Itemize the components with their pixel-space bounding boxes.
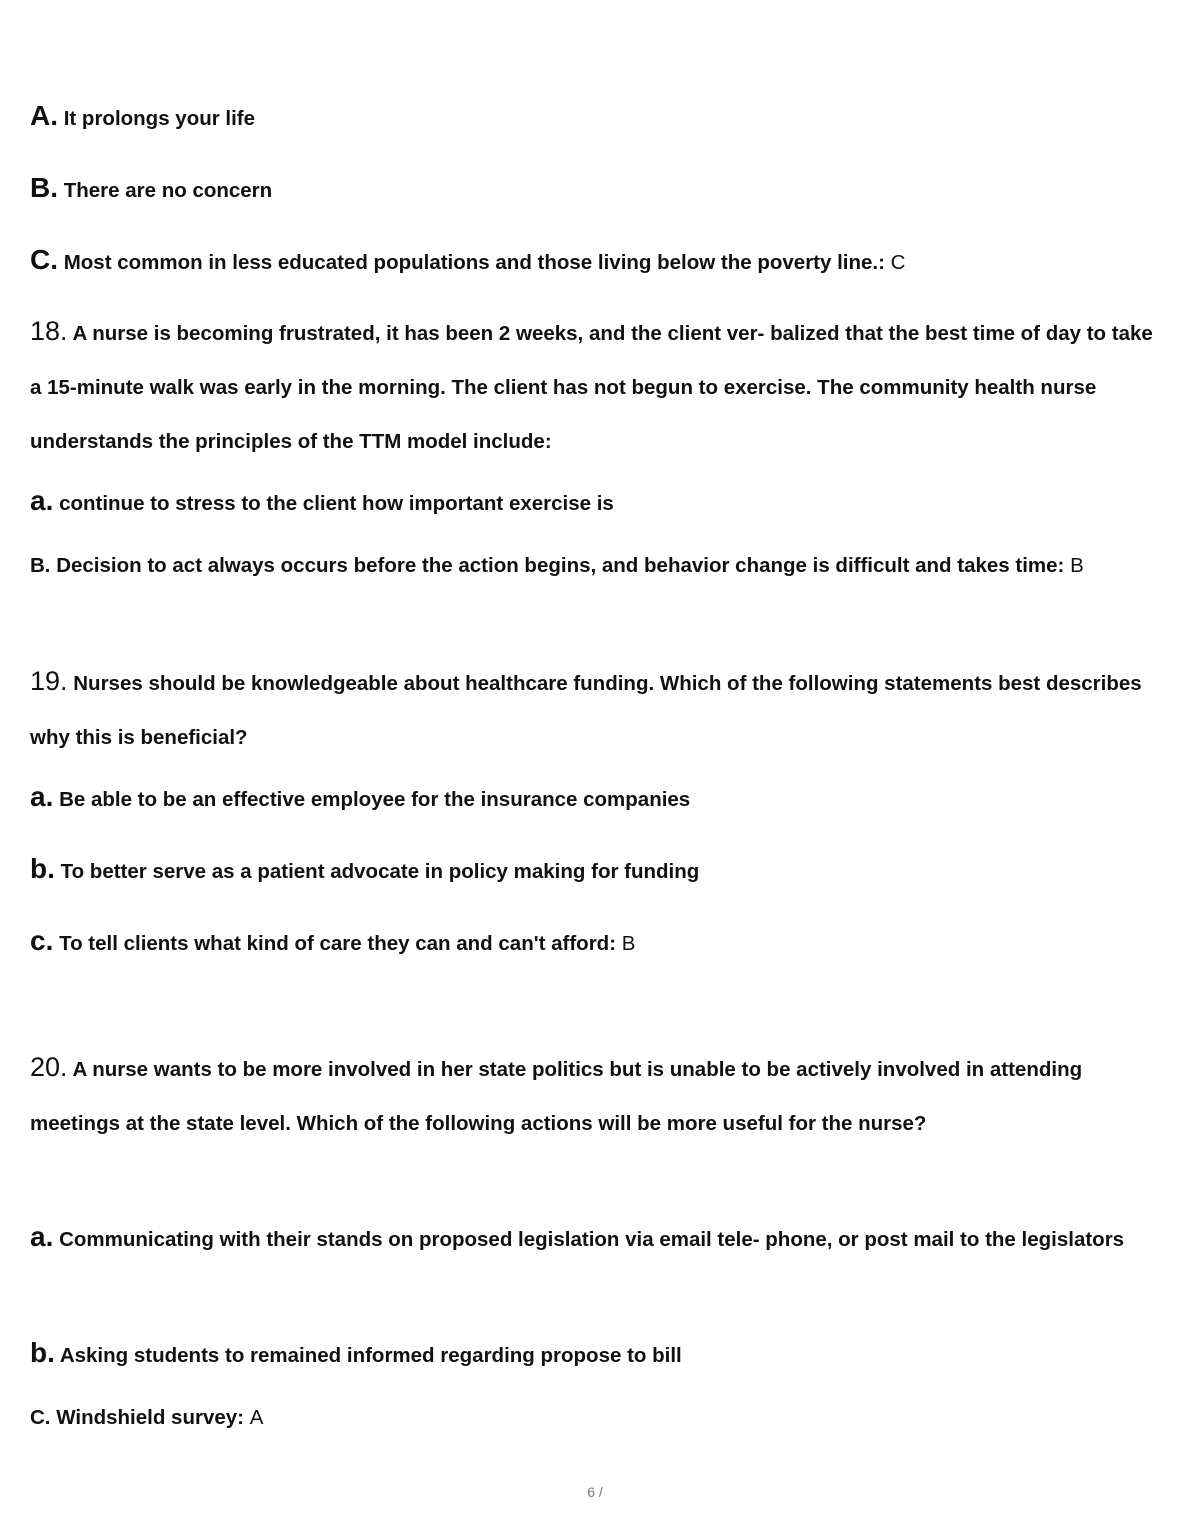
option-a <box>30 89 1155 146</box>
option-label: C. <box>30 1406 51 1429</box>
option-text: Decision to act always occurs before the action begins, and behavior change is difficult and takes time: <box>56 554 1065 577</box>
option-text: There are no concern <box>63 179 273 202</box>
option-label: a. <box>30 1221 54 1252</box>
question-text: Nurses should be knowledgeable about healthcare funding. Which of the following statements best describes why this is beneficial? <box>30 672 1142 749</box>
question-number: 20. <box>30 1052 68 1082</box>
question-19 <box>30 654 1155 765</box>
answer: B <box>1070 554 1084 577</box>
option-b <box>30 842 1155 899</box>
answer: B <box>621 932 636 955</box>
option-c <box>30 914 1155 971</box>
option-a <box>30 474 1155 531</box>
option-label: C. <box>30 244 58 275</box>
answer: A <box>249 1406 264 1429</box>
option-label: c. <box>30 925 54 956</box>
option-label: B. <box>30 554 51 577</box>
question-text: A nurse wants to be more involved in her state politics but is unable to be actively involved in attending meetings at the state level. Which of the following actions will be more useful for the nurse? <box>30 1058 1083 1135</box>
option-label: b. <box>30 853 55 884</box>
question-20 <box>30 1040 1155 1151</box>
option-label: B. <box>30 172 58 203</box>
option-label: a. <box>30 781 54 812</box>
option-c <box>30 1391 1155 1445</box>
option-text: Most common in less educated populations and those living below the poverty line.: <box>63 251 885 274</box>
option-text: Windshield survey: <box>56 1406 244 1429</box>
question-18 <box>30 304 1155 469</box>
option-b <box>30 539 1155 593</box>
option-c <box>30 233 1155 290</box>
question-number: 18. <box>30 316 68 346</box>
option-text: To better serve as a patient advocate in policy making for funding <box>60 860 700 883</box>
option-text: Communicating with their stands on proposed legislation via email tele- phone, or post mail to the legislators <box>59 1228 1125 1251</box>
question-text: A nurse is becoming frustrated, it has been 2 weeks, and the client ver- balized that the best time of day to take a 15-minute walk was early in the morning. The client has not begun to exercise. The community health nurse understands the principles of the TTM model include: <box>30 322 1153 453</box>
page-number: 6 / <box>587 1484 603 1500</box>
option-a <box>30 770 1155 827</box>
option-text: To tell clients what kind of care they can and can't afford: <box>59 932 617 955</box>
question-number: 19. <box>30 666 68 696</box>
option-text: It prolongs your life <box>63 107 256 130</box>
option-b <box>30 1326 1155 1383</box>
option-text: continue to stress to the client how important exercise is <box>59 492 614 515</box>
option-label: b. <box>30 1337 55 1368</box>
option-b <box>30 161 1155 218</box>
option-label: a. <box>30 485 54 516</box>
answer: C <box>890 251 906 274</box>
option-label: A. <box>30 100 58 131</box>
option-text: Be able to be an effective employee for the insurance companies <box>59 788 691 811</box>
option-text: Asking students to remained informed regarding propose to bill <box>59 1344 682 1367</box>
option-a <box>30 1210 1155 1267</box>
